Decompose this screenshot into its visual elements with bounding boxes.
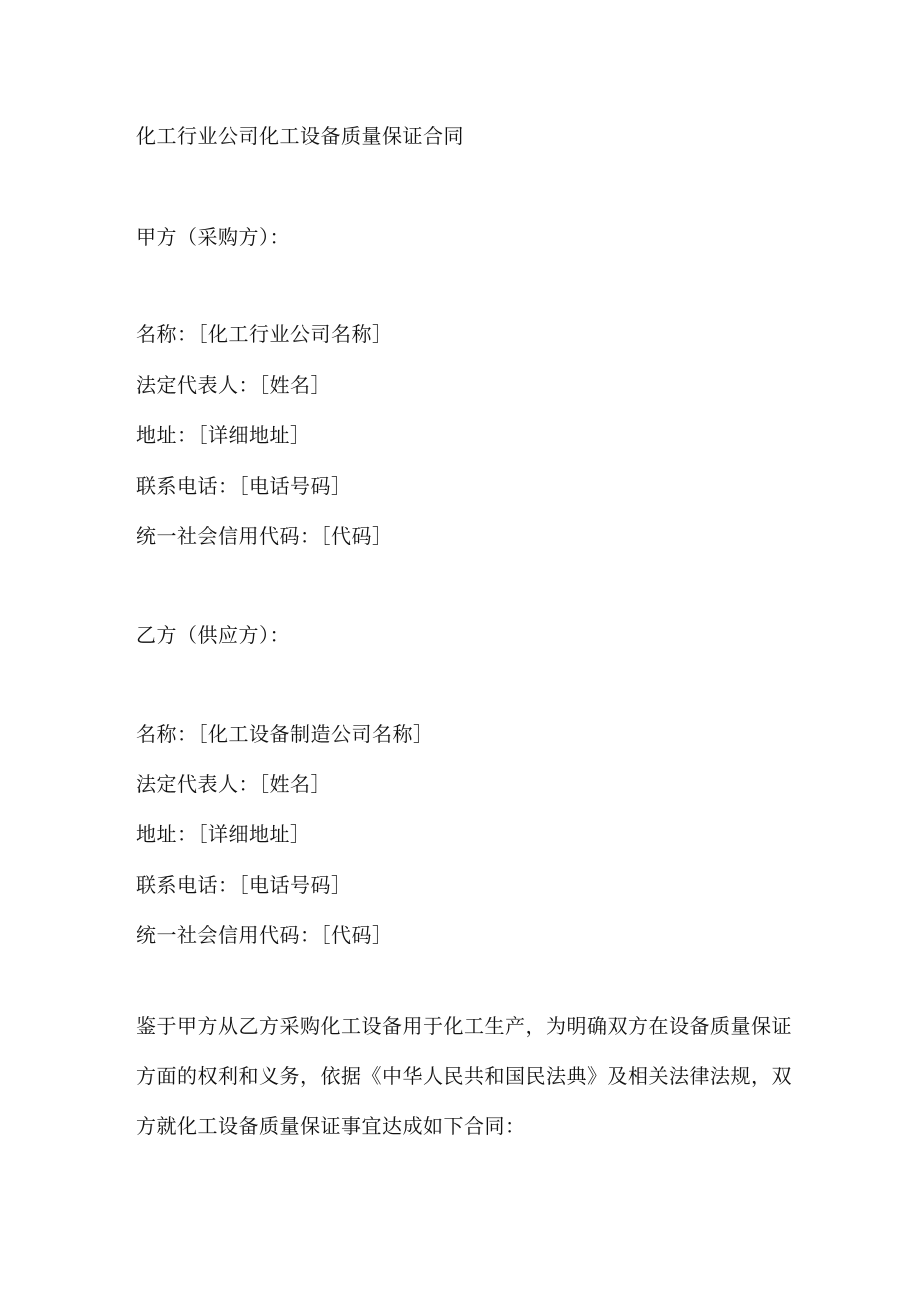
preamble-line-3: 方就化工设备质量保证事宜达成如下合同： xyxy=(136,1114,526,1138)
preamble-line-1: 鉴于甲方从乙方采购化工设备用于化工生产，为明确双方在设备质量保证 xyxy=(136,1014,792,1038)
party-a-credit-code: 统一社会信用代码：［代码］ xyxy=(136,524,393,548)
party-b-phone: 联系电话：［电话号码］ xyxy=(136,873,352,897)
party-a-legal-rep: 法定代表人：［姓名］ xyxy=(136,373,331,397)
party-b-legal-rep: 法定代表人：［姓名］ xyxy=(136,772,331,796)
party-b-credit-code: 统一社会信用代码：［代码］ xyxy=(136,923,393,947)
party-a-name: 名称：［化工行业公司名称］ xyxy=(136,322,393,346)
party-b-heading: 乙方（供应方）： xyxy=(136,623,290,647)
party-a-address: 地址：［详细地址］ xyxy=(136,423,311,447)
preamble-paragraph xyxy=(136,1001,792,1151)
document-title: 化工行业公司化工设备质量保证合同 xyxy=(136,124,464,148)
party-a-phone: 联系电话：［电话号码］ xyxy=(136,474,352,498)
party-a-heading: 甲方（采购方）： xyxy=(136,225,290,249)
party-b-address: 地址：［详细地址］ xyxy=(136,822,311,846)
party-b-name: 名称：［化工设备制造公司名称］ xyxy=(136,722,434,746)
preamble-line-2: 方面的权利和义务，依据《中华人民共和国民法典》及相关法律法规，双 xyxy=(136,1064,792,1088)
